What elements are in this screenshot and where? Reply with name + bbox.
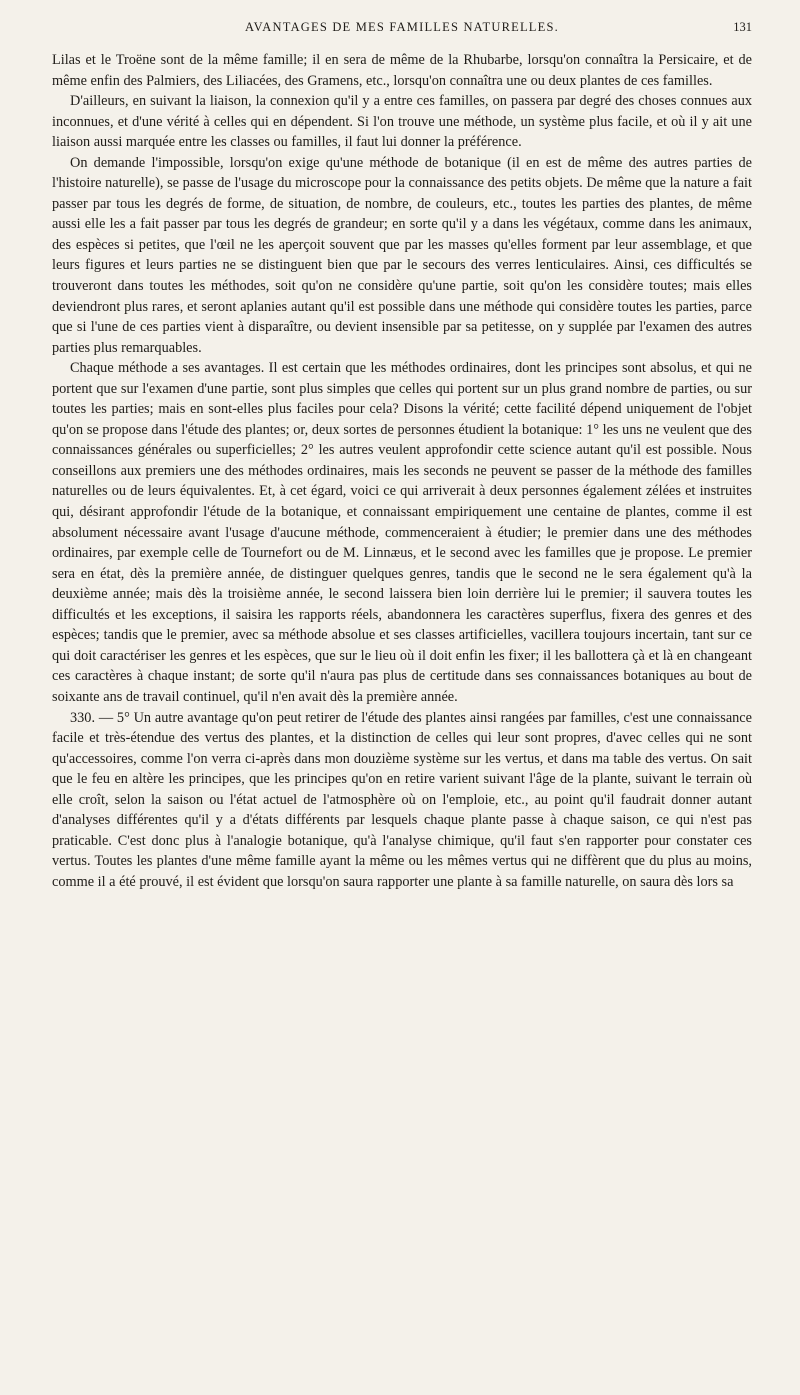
paragraph: On demande l'impossible, lorsqu'on exige qu'une méthode de botanique (il en est de même des autres parties de l'histoire naturelle), se passe de l'usage du microscope pour la connaissance des petits objets. De même que la nature a fait passer par tous les degrés de forme, de situation, de nombre, de couleurs, etc., toutes les parties des plantes, de même aussi elle les a fait passer par tous les degrés de grandeur; en sorte qu'il y a dans les végétaux, comme dans les animaux, des espèces si petites, que l'œil ne les aperçoit souvent que par les masses qu'elles forment par leur assemblage, et que leurs figures et leurs parties ne se distinguent bien que par le secours des verres lenticulaires. Ainsi, ces difficultés se trouveront dans toutes les méthodes, soit qu'on ne considère qu'une partie, soit qu'on les considère toutes; mais elles deviendront plus rares, et seront aplanies autant qu'il est possible dans une méthode qui considère toutes les parties, parce que si l'une de ces parties vient à disparaître, ou devient insensible par sa petitesse, on y supplée par l'examen des autres parties plus remarquables.	[52, 154, 752, 356]
body-text	[52, 50, 752, 892]
running-head	[52, 20, 752, 42]
paragraph-continued: Lilas et le Troëne sont de la même famille; il en sera de même de la Rhubarbe, lorsqu'on connaîtra la Persicaire, et de même enfin des Palmiers, des Liliacées, des Gramens, etc., lorsqu'on connaîtra une ou deux plantes de ces familles.	[52, 52, 752, 89]
paragraph-330: 330. — 5° Un autre avantage qu'on peut retirer de l'étude des plantes ainsi rangées par familles, c'est une connaissance facile et très-étendue des vertus des plantes, et la distinction de celles qui leur sont propres, d'avec celles qui ne sont qu'accessoires, comme l'on verra ci-après dans mon douzième système sur les vertus, et dans ma table des vertus. On sait que le feu en altère les principes, que les principes qu'on en retire varient suivant l'âge de la plante, suivant le terrain où elle croît, selon la saison ou l'état actuel de l'atmosphère où on l'emploie, etc., au point qu'il faudrait donner autant d'analyses différentes qu'il y a d'états différents par lesquels chaque plante passe à chaque saison, ce qui n'est pas praticable. C'est donc plus à l'analogie botanique, qu'à l'analyse chimique, qu'il faut s'en rapporter pour constater ces vertus. Toutes les plantes d'une même famille ayant la même ou les mêmes vertus qui ne diffèrent que du plus au moins, comme il a été prouvé, il est évident que lorsqu'on saura rapporter une plante à sa famille naturelle, on saura dès lors sa	[52, 709, 752, 890]
book-page	[52, 20, 752, 892]
page-number: 131	[733, 20, 752, 34]
paragraph: D'ailleurs, en suivant la liaison, la connexion qu'il y a entre ces familles, on passera par degré des choses connues aux inconnues, et d'une vérité à celles qui en dépendent. Si l'on trouve une méthode, un système plus facile, et où il y ait une liaison aussi marquée entre les classes ou familles, il faut lui donner la préférence.	[52, 93, 752, 151]
running-title: AVANTAGES DE MES FAMILLES NATURELLES.	[245, 20, 559, 34]
paragraph: Chaque méthode a ses avantages. Il est certain que les méthodes ordinaires, dont les principes sont absolus, et qui ne portent que sur l'examen d'une partie, sont plus simples que celles qui portent sur un plus grand nombre de parties, ou sur toutes les parties; mais en sont-elles plus faciles pour cela? Disons la vérité; cette facilité dépend uniquement de l'objet qu'on se propose dans l'étude des plantes; or, deux sortes de personnes étudient la botanique: 1° les uns ne veulent que des connaissances générales ou superficielles; 2° les autres veulent approfondir cette science autant qu'il est possible. Nous conseillons aux premiers une des méthodes ordinaires, mais les seconds ne peuvent se passer de la méthode des familles naturelles ou de leurs équivalentes. Et, à cet égard, voici ce qui arriverait à deux personnes également zélées et instruites qui, désirant approfondir l'étude de la botanique, et connaissant empiriquement une centaine de plantes, comme il est absolument nécessaire avant l'usage d'aucune méthode, commenceraient à étudier; le premier dans une des méthodes ordinaires, par exemple celle de Tournefort ou de M. Linnæus, et le second avec les familles que je propose. Le premier sera en état, dès la première année, de distinguer quelques genres, tandis que le second ne le sera également qu'à la deuxième année; mais dès la troisième année, le second laissera bien loin derrière lui le premier; il sauvera toutes les difficultés et les exceptions, il saisira les rapports réels, abandonnera les caractères superflus, fixera des genres et des espèces; tandis que le premier, avec sa méthode absolue et ses classes artificielles, vacillera toujours incertain, tant sur ce qui doit caractériser les genres et les espèces, que sur le lieu où il doit enfin les fixer; il les ballottera çà et là en changeant ces caractères à chaque instant; de sorte qu'il n'aura pas plus de certitude dans ses connaissances botaniques au bout de soixante ans de travail continuel, qu'il n'en avait dès la première année.	[52, 360, 752, 705]
